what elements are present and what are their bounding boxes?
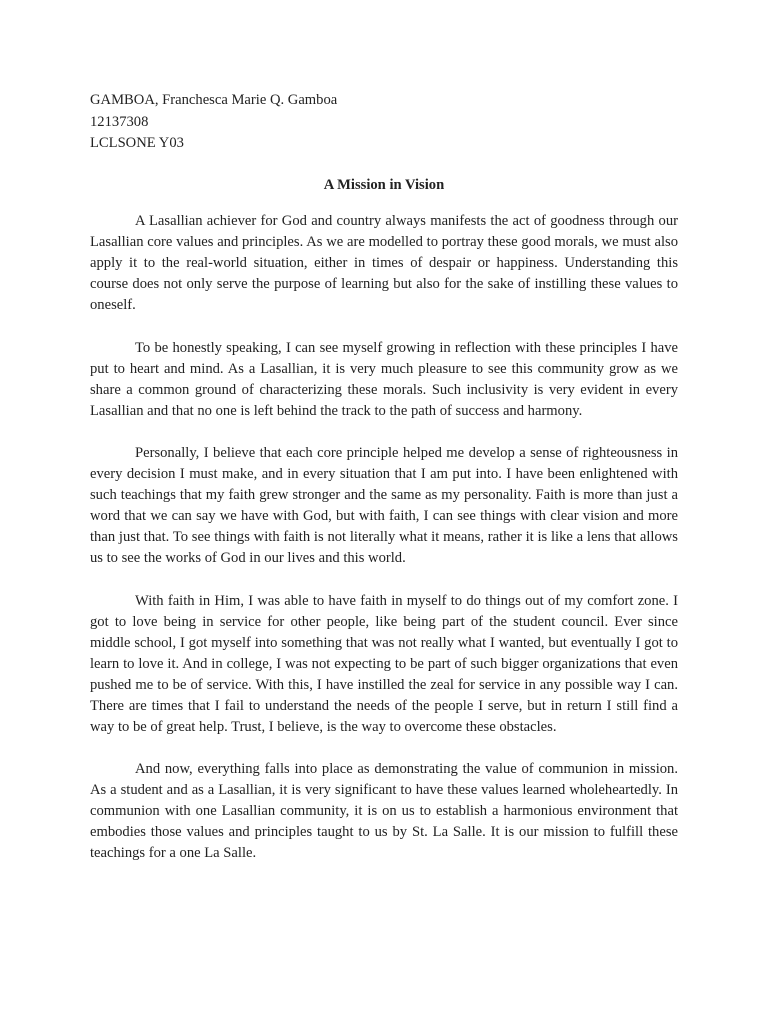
paragraph-2: To be honestly speaking, I can see myself growing in reflection with these principles I have put to heart and mind. As a Lasallian, it is very much pleasure to see this community grow as we share a common ground of characterizing these morals. Such inclusivity is very evident in every Lasallian and that no one is left behind the track to the path of success and harmony. xyxy=(90,339,678,419)
author-name: GAMBOA, Franchesca Marie Q. Gamboa xyxy=(90,92,338,108)
paragraph-3: Personally, I believe that each core principle helped me develop a sense of righteousness in every decision I must make, and in every situation that I am put into. I have been enlightened with such teachings that my faith grew stronger and the same as my personality. Faith is more than just a word that we can say we have with God, but with faith, I can see things with clear vision and more than just that. To see things with faith is not literally what it means, rather it is like a lens that allows us to see the works of God in our lives and this world. xyxy=(90,445,678,566)
student-id: 12137308 xyxy=(90,113,149,130)
essay-title: A Mission in Vision xyxy=(323,177,445,193)
essay-body xyxy=(90,211,678,886)
paragraph-4: With faith in Him, I was able to have faith in myself to do things out of my comfort zone. I got to love being in service for other people, like being part of the student council. Ever since middle school, I got myself into something that was not really what I wanted, but eventually I got to learn to love it. And in college, I was not expecting to be part of such bigger organizations that even pushed me to be of service. With this, I have instilled the zeal for service in any possible way I can. There are times that I fail to understand the needs of the people I serve, but in return I still find a way to be of great help. Trust, I believe, is the way to overcome these obstacles. xyxy=(90,592,678,735)
course-section: LCLSONE Y03 xyxy=(90,135,184,151)
paragraph-1: A Lasallian achiever for God and country always manifests the act of goodness through our Lasallian core values and principles. As we are modelled to portray these good morals, we must also apply it to the real-world situation, either in times of despair or happiness. Understanding this course does not only serve the purpose of learning but also for the sake of instilling these values to oneself. xyxy=(90,213,678,313)
paragraph-5: And now, everything falls into place as demonstrating the value of communion in mission. As a student and as a Lasallian, it is very significant to have these values learned wholeheartedly. In communion with one Lasallian community, it is on us to establish a harmonious environment that embodies those values and principles taught to us by St. La Salle. It is our mission to fulfill these teachings for a one La Salle. xyxy=(90,761,678,861)
author-header xyxy=(90,90,337,155)
